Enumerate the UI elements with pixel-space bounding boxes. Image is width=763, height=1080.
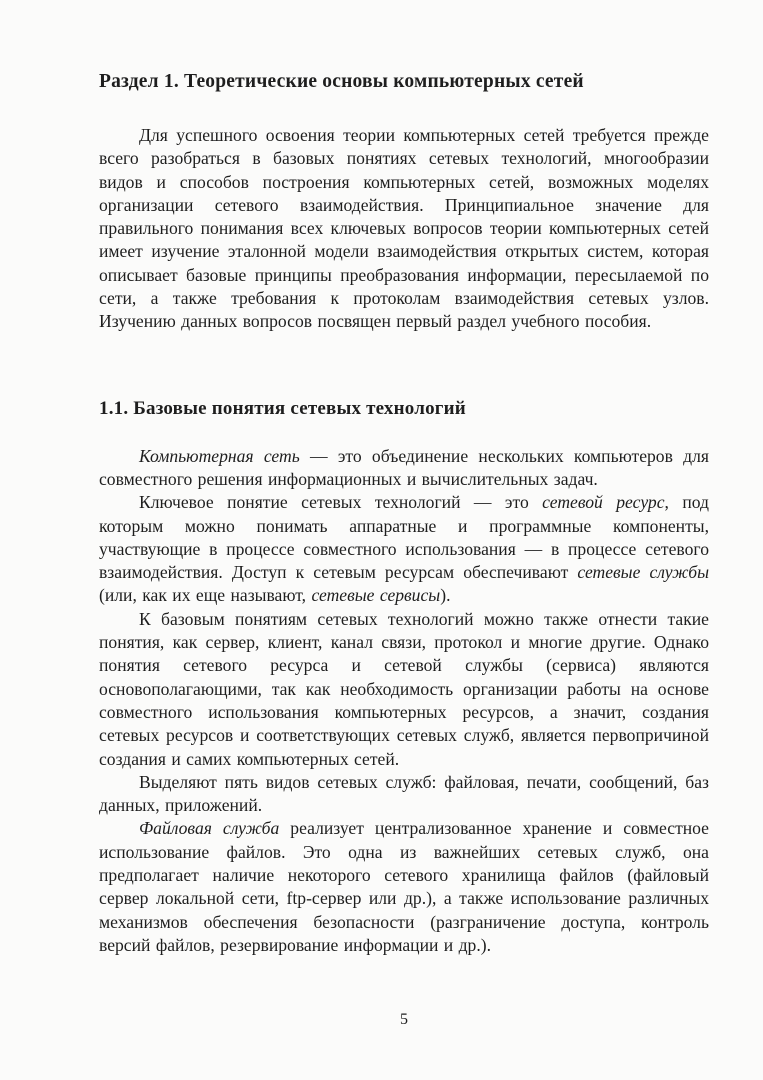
paragraph-file-service: [99, 817, 709, 957]
text-run: ).: [440, 585, 451, 606]
text-run: Ключевое понятие сетевых технологий — это: [139, 492, 543, 513]
text-run: К базовым понятиям сетевых технологий можно также отнести такие понятия, как сервер, клиент, канал связи, протокол и многие другие. Однако понятия сетевого ресурса и сетевой службы (сервиса) являются основополагающими, так как необходимость организации работы на основе совместного использования компьютерных ресурсов, а значит, создания сетевых ресурсов и соответствующих сетевых служб, является первопричиной создания и самих компьютерных сетей.: [99, 608, 709, 769]
italic-term: сетевые сервисы: [311, 585, 441, 606]
text-run: , под которым можно понимать аппаратные и программные компоненты, участвующие в процессе совместного использования — в процессе сетевого взаимодействия. Доступ к сетевым ресурсам обеспечивают: [99, 492, 709, 583]
text-block: [99, 0, 709, 957]
paragraph-basic-concepts: [99, 608, 709, 771]
paragraph-network-resource: [99, 491, 709, 607]
text-run: Выделяют пять видов сетевых служб: файловая, печати, сообщений, баз данных, приложений.: [99, 771, 709, 816]
text-run: Для успешного освоения теории компьютерных сетей требуется прежде всего разобраться в базовых понятиях сетевых технологий, многообразии видов и способов построения компьютерных сетей, возможных моделях организации сетевого взаимодействия. Принципиальное значение для правильного понимания всех ключевых вопросов теории компьютерных сетей имеет изучение эталонной модели взаимодействия открытых систем, которая описывает базовые принципы преобразования информации, пересылаемой по сети, а также требования к протоколам взаимодействия сетевых узлов. Изучению данных вопросов посвящен первый раздел учебного пособия.: [99, 125, 709, 332]
paragraph-five-service-types: [99, 771, 709, 818]
italic-term: Компьютерная сеть: [139, 445, 300, 466]
paragraph-intro: [99, 124, 709, 334]
subsection-heading: 1.1. Базовые понятия сетевых технологий: [99, 397, 466, 419]
italic-term: сетевые службы: [577, 562, 709, 583]
text-run: реализует централизованное хранение и совместное использование файлов. Это одна из важнейших сетевых служб, она предполагает наличие некоторого сетевого хранилища файлов (файловый сервер локальной сети, ftp-сервер или др.), а также использование различных механизмов обеспечения безопасности (разграничение доступа, контроль версий файлов, резервирование информации и др.).: [99, 818, 709, 955]
italic-term: сетевой ресурс: [542, 492, 665, 513]
section-heading: Раздел 1. Теоретические основы компьютерных сетей: [99, 71, 584, 92]
page-number: 5: [400, 1011, 408, 1028]
paragraph-computer-network-definition: [99, 445, 709, 492]
italic-term: Файловая служба: [139, 818, 280, 839]
text-run: (или, как их еще называют,: [99, 585, 312, 606]
text-run: — это объединение нескольких компьютеров для совместного решения информационных и вычислительных задач.: [99, 445, 709, 489]
